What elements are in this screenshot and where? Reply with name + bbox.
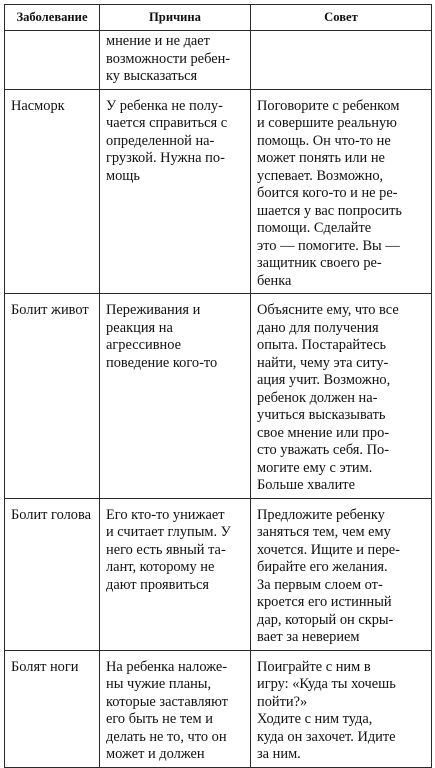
table-row: [5, 89, 432, 294]
illness-cause-advice-table: [4, 4, 432, 768]
header-advice: Совет: [251, 5, 432, 31]
table-row: [5, 294, 432, 499]
disease-cell: Болит живот: [5, 294, 100, 499]
disease-cell: Насморк: [5, 89, 100, 294]
cause-cell: мнение и не дает возможности ребен- ку высказаться: [100, 31, 251, 90]
advice-cell: Поговорите с ребенком и совершите реальную помощь. Он что-то не может понять или не успевает. Возможно, боится кого-то и не ре- шается у вас попросить помощи. Сделайте это — помогите. Вы — защитник своего ре- бенка: [251, 89, 432, 294]
cause-cell: Его кто-то унижает и считает глупым. У него есть явный та- лант, которому не дают проявиться: [100, 498, 251, 650]
advice-cell: Поиграйте с ним в игру: «Куда ты хочешь пойти?» Ходите с ним туда, куда он захочет. Идите за ним.: [251, 650, 432, 767]
disease-cell: Болят ноги: [5, 650, 100, 767]
cause-cell: У ребенка не полу- чается справиться с определенной на- грузкой. Нужна по- мощь: [100, 89, 251, 294]
advice-cell: Объясните ему, что все дано для получения опыта. Постарайтесь найти, чему эта ситу- ация учит. Возможно, ребенок должен на- учиться высказывать свое мнение или про- сто уважать себя. По- могите ему с этим. Больше хвалите: [251, 294, 432, 499]
table-row: [5, 31, 432, 90]
table-row: [5, 650, 432, 767]
advice-cell: [251, 31, 432, 90]
cause-cell: Переживания и реакция на агрессивное поведение кого-то: [100, 294, 251, 499]
header-disease: Заболевание: [5, 5, 100, 31]
header-cause: Причина: [100, 5, 251, 31]
disease-cell: [5, 31, 100, 90]
table-row: [5, 498, 432, 650]
advice-cell: Предложите ребенку заняться тем, чем ему хочется. Ищите и пере- бирайте его желания. За первым слоем от- кроется его истинный дар, который он скры- вает за неверием: [251, 498, 432, 650]
disease-cell: Болит голова: [5, 498, 100, 650]
cause-cell: На ребенка наложе- ны чужие планы, которые заставляют его быть не тем и делать не то, что он может и должен: [100, 650, 251, 767]
header-row: [5, 5, 432, 31]
